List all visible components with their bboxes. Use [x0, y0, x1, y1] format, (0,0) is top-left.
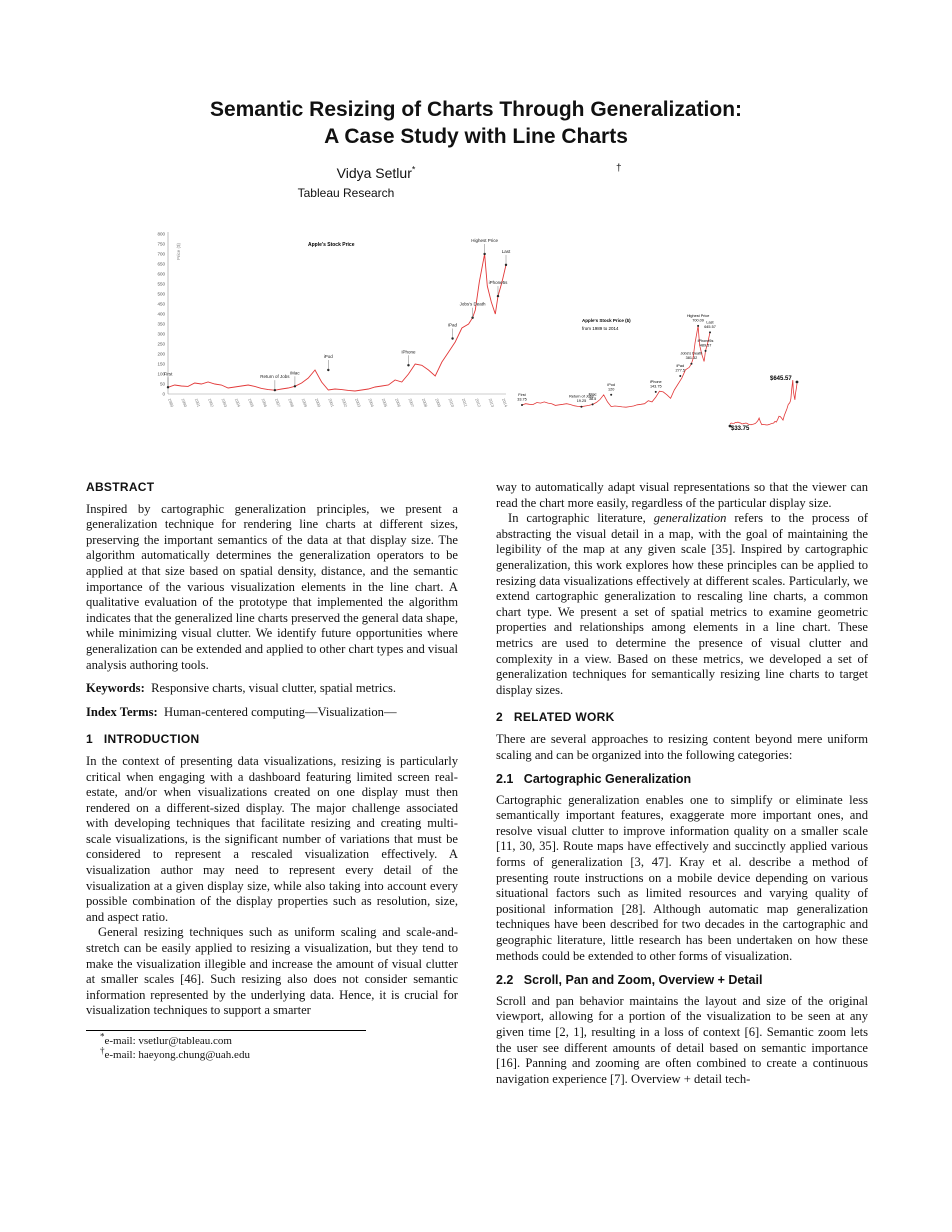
mid-annotation-point — [697, 325, 699, 327]
mid-annotation-point — [655, 391, 657, 393]
y-tick-label: 700 — [157, 251, 165, 257]
x-tick-label: 1991 — [193, 397, 202, 408]
affiliation: Tableau Research — [297, 186, 395, 200]
index-terms-label: Index Terms: — [86, 704, 158, 719]
large-chart — [157, 232, 511, 409]
abstract-heading: ABSTRACT — [86, 480, 155, 494]
intro-number: 1 — [86, 732, 93, 747]
subsection-2-2-text: Scroll and pan behavior maintains the layout and size of the original viewport, allowing for a portion of the visualization to be seen at any given time [2, 1], resulting in a loss of context [6]. Semantic zoom lets the user see different amounts of detail based on semantic importance [16]. Panning and zooming are often combined to create a continuous navigation experience [7]. Overview + detail tech- — [496, 993, 868, 1086]
intro-p4-em: generalization — [653, 511, 727, 526]
x-tick-label: 1998 — [287, 397, 296, 408]
y-tick-label: 450 — [157, 301, 165, 307]
y-tick-label: 500 — [157, 291, 165, 297]
annotation-label: Highest Price — [471, 237, 499, 243]
small-end-label: $645.57 — [770, 376, 792, 382]
x-tick-label: 2006 — [394, 397, 402, 408]
intro-p1: In the context of presenting data visualizations, resizing is particularly critical when engaging with a dashboard featuring limited screen real-estate, and/or when visualizations created on one display must then rendered on a different-sized display. The major challenge associated with developing techniques that facilitate resizing and creating multi-scale visualizations, is the significant number of variations that must be considered to represent a rescaled visualization effectively. A visualization author may need to represent every detail of the visualization at a given display size, while also taking into account every possible combination of the display properties such as resolution, size, and aspect ratio. — [86, 753, 458, 924]
mid-annotation-value: 38.5 — [588, 396, 597, 401]
footnote-2 — [100, 1045, 460, 1062]
small-price-line — [730, 380, 797, 425]
x-tick-label: 2012 — [474, 397, 483, 408]
annotation-label: Return of Jobs — [260, 374, 290, 380]
mid-annotation-point — [690, 363, 692, 365]
x-tick-label: 1992 — [207, 397, 215, 408]
y-tick-label: 400 — [157, 311, 165, 317]
related-title: RELATED WORK — [513, 710, 615, 725]
x-tick-label: 2013 — [487, 397, 496, 408]
x-tick-label: 2003 — [354, 397, 362, 408]
mid-annotation-label: Highest Price — [686, 313, 710, 318]
mid-annotation-point — [521, 404, 523, 406]
mid-title-1: Apple's Stock Price ($) — [582, 318, 631, 323]
x-tick-label: 2002 — [340, 397, 349, 408]
mid-annotation-label: iPad — [676, 364, 685, 369]
mid-title-2: from 1989 to 2014 — [582, 326, 619, 331]
mid-annotation-label: Last — [706, 320, 714, 325]
mid-annotation-label: First — [518, 392, 526, 397]
x-tick-label: 2010 — [447, 397, 456, 408]
mid-annotation-value: 381.32 — [685, 356, 698, 361]
intro-p2: General resizing techniques such as uniform scaling and scale-and-stretch can be easily applied to resizing a visualization, but they tend to make the visualization illegible and increase the amount of visual clutter at smaller scales [46]. Such resizing also does not consider semantic information represented by the underlying data. Hence, it is crucial for visualization techniques to support a smarter — [86, 925, 458, 1018]
x-ticks — [167, 398, 509, 409]
mid-annotation-value: 120 — [607, 387, 615, 392]
keywords — [86, 681, 458, 697]
footnote-1-mark: * — [100, 1031, 105, 1042]
mid-annotation-value: 33.75 — [517, 397, 527, 402]
y-tick-label: 100 — [157, 371, 165, 377]
title-line-1: Semantic Resizing of Charts Through Generalization: — [209, 98, 743, 121]
subsection-2-1-text: Cartographic generalization enables one to simplify or eliminate less semantically important features, exaggerate more important ones, and resolve visual clutter to improve information quality on a smaller scale [11, 30, 35]. Route maps have effectively and succinctly applied various forms of generalization [3, 47]. Kray et al. describe a method of presenting route instructions on a mobile device depending on various situational factors such as limited resources and varying quality of positional information [28]. Although automatic map generalization techniques have been described for two decades in the cartographic and geographic literature, little research has been undertaken on how these methods could be extended to other forms of visualization. — [496, 792, 868, 963]
x-tick-label: 2008 — [420, 397, 429, 408]
y-tick-label: 300 — [157, 331, 165, 337]
mid-annotation-point — [705, 350, 707, 352]
annotation-label: iPhone — [401, 349, 416, 355]
mid-annotation-label: iPhone5s — [697, 338, 714, 343]
mid-annotation-label: Return of Jobs — [569, 394, 594, 399]
annotation-label: iPod — [323, 354, 333, 359]
y-tick-label: 800 — [157, 231, 165, 237]
footnotes — [100, 1031, 460, 1062]
footnote-1-text: e-mail: vsetlur@tableau.com — [104, 1035, 232, 1047]
y-tick-label: 0 — [162, 391, 165, 397]
small-end-point — [796, 381, 799, 384]
mid-annotation-value: 700.09 — [692, 318, 704, 323]
author — [300, 165, 452, 181]
annotation-label: Last — [501, 248, 511, 254]
x-tick-label: 2001 — [327, 397, 336, 408]
teaser-figure — [140, 224, 820, 444]
y-tick-label: 50 — [159, 381, 165, 387]
intro-p4-after: refers to the process of abstracting the visual detail in a map, with the goal of maintaining the legibility of the map at any given scale [35]. Inspired by cartographic generalization, this work explores how these principles can be applied to resizing data visualizations effectively at different scales. Particularly, we extend cartographic generalization to rescaling line charts, a common chart type. We present a set of spatial metrics to examine geometric properties and relationships among elements in a line chart. These metrics are used to determine the presence of visual clutter and complexity in a view. Based on these metrics, we developed a set of generalization techniques for semantically resizing line charts to target display sizes. — [496, 511, 868, 697]
y-tick-label: 350 — [157, 321, 165, 327]
mid-annotation-point — [592, 403, 594, 405]
mid-annotation-label: iPhone — [649, 379, 662, 384]
footnote-2-text: e-mail: haeyong.chung@uah.edu — [104, 1049, 250, 1061]
small-start-label: $33.75 — [731, 426, 750, 432]
mid-annotation-value: 645.57 — [704, 324, 716, 329]
subsection-2-1-heading: 2.1 Cartographic Generalization — [496, 772, 692, 787]
y-tick-label: 650 — [157, 261, 165, 267]
intro-p3: way to automatically adapt visual representations so that the viewer can read the chart more easily, regardless of the particular display size. — [496, 480, 868, 510]
abstract-text: Inspired by cartographic generalization principles, we present a generalization technique for rendering line charts at different sizes, preserving the important semantics of the data at that display size. The algorithm automatically determines the generalization operators to be applied at that size based on spatial density, distance, and the semantic importance of the various visualization elements in the line chart. A qualitative evaluation of the prototype that implemented the algorithm indicates that the generalized line charts preserved the general data shape, while minimizing visual clutter. We identify future opportunities where generalization can be extended and applied to other chart types and visual analysis authoring tools. — [86, 501, 458, 672]
x-tick-label: 2014 — [501, 397, 509, 408]
annotation-label: Jobs's Death — [459, 301, 486, 307]
y-tick-label: 250 — [157, 341, 165, 347]
related-heading — [496, 710, 868, 726]
y-axis-label: Price ($) — [176, 242, 181, 260]
x-tick-label: 1993 — [220, 397, 229, 408]
x-tick-label: 1989 — [167, 397, 175, 408]
footnote-2-mark: † — [100, 1045, 105, 1056]
y-tick-label: 600 — [157, 271, 165, 277]
mid-annotation-point — [610, 394, 612, 396]
annotation-label: iPad — [448, 322, 458, 328]
x-tick-label: 2011 — [460, 397, 469, 408]
mid-annotation-label: iPod — [607, 382, 615, 387]
y-tick-label: 750 — [157, 241, 165, 247]
annotation-label: First — [163, 371, 173, 377]
x-tick-label: 2007 — [407, 397, 416, 408]
mid-annotation-value: 19.25 — [576, 399, 587, 404]
left-column — [86, 480, 458, 1019]
x-tick-label: 2009 — [434, 397, 442, 408]
y-tick-label: 200 — [157, 351, 165, 357]
x-tick-label: 1990 — [180, 397, 189, 408]
x-tick-label: 1999 — [300, 397, 309, 408]
annotations — [164, 238, 511, 391]
x-tick-label: 1997 — [273, 397, 282, 408]
chart-title: Apple's Stock Price — [308, 242, 355, 248]
footnote-1 — [100, 1031, 460, 1048]
mid-annotation-point — [679, 375, 681, 377]
x-tick-label: 1995 — [247, 397, 255, 408]
medium-chart — [517, 314, 716, 408]
small-chart — [729, 376, 799, 432]
author-name: Vidya Setlur — [336, 165, 412, 181]
mid-annotation-value: 277.5 — [675, 368, 686, 373]
y-tick-label: 550 — [157, 281, 165, 287]
x-tick-label: 2004 — [367, 397, 376, 408]
footnote-rule — [86, 1030, 366, 1031]
y-tick-label: 150 — [157, 361, 165, 367]
x-tick-label: 1996 — [260, 397, 269, 408]
mid-annotation-point — [580, 406, 582, 408]
related-number: 2 — [496, 710, 503, 725]
mid-annotation-label: iMac — [588, 392, 597, 397]
index-terms — [86, 705, 458, 721]
index-terms-text: Human-centered computing—Visualization— — [164, 704, 397, 719]
intro-p4 — [496, 511, 868, 698]
mid-annotation-label: Jobs's Death — [680, 351, 703, 356]
title-line-2: A Case Study with Line Charts — [324, 125, 628, 148]
x-tick-label: 2005 — [380, 397, 389, 408]
mid-annotation-value: 143.75 — [649, 384, 662, 389]
author-mark: * — [411, 164, 416, 175]
x-tick-label: 1994 — [233, 397, 242, 408]
related-intro: There are several approaches to resizing content beyond mere uniform scaling and can be organized into the following categories: — [496, 731, 868, 762]
intro-heading — [86, 732, 458, 748]
x-tick-label: 2000 — [314, 397, 322, 408]
paper-title — [0, 96, 952, 150]
intro-p4-before: In cartographic literature, — [508, 511, 646, 526]
annotation-label: iMac — [290, 370, 300, 376]
intro-title: INTRODUCTION — [103, 732, 200, 747]
subsection-2-2-heading: 2.2 Scroll, Pan and Zoom, Overview + Detail — [496, 973, 763, 988]
keywords-label: Keywords: — [86, 681, 145, 696]
keywords-text: Responsive charts, visual clutter, spatial metrics. — [151, 681, 397, 696]
mid-annotation-value: 489.57 — [699, 343, 712, 348]
mid-annotation-point — [709, 331, 711, 333]
right-column — [496, 480, 868, 1087]
second-author-mark: † — [616, 163, 622, 174]
annotation-label: iPhone5s — [488, 280, 508, 286]
